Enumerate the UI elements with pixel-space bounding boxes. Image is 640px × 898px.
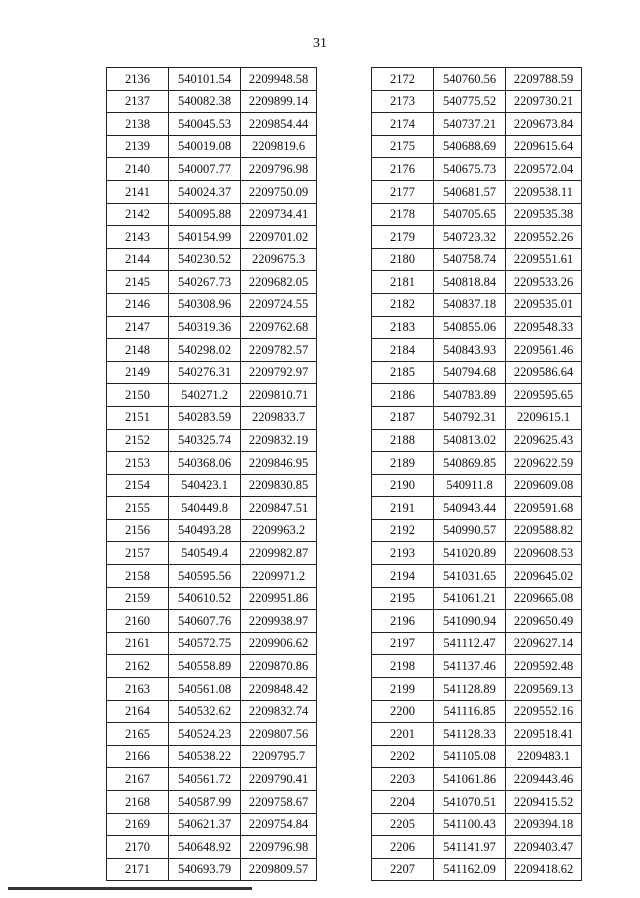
point-number-cell: 2175 [372,135,434,158]
table-row [107,745,317,768]
table-row [107,723,317,746]
y-coordinate-cell: 2209846.95 [241,452,317,475]
table-row [107,858,317,881]
y-coordinate-cell: 2209848.42 [241,678,317,701]
y-coordinate-cell: 2209870.86 [241,655,317,678]
y-coordinate-cell: 2209675.3 [241,248,317,271]
x-coordinate-cell: 540449.8 [169,497,241,520]
y-coordinate-cell: 2209833.7 [241,406,317,429]
point-number-cell: 2199 [372,678,434,701]
point-number-cell: 2189 [372,452,434,475]
table-row [372,678,582,701]
point-number-cell: 2168 [107,791,169,814]
point-number-cell: 2195 [372,587,434,610]
table-row [372,361,582,384]
point-number-cell: 2203 [372,768,434,791]
table-row [372,406,582,429]
table-row [372,135,582,158]
point-number-cell: 2160 [107,610,169,633]
point-number-cell: 2197 [372,632,434,655]
table-row [107,836,317,859]
x-coordinate-cell: 540648.92 [169,836,241,859]
table-row [372,587,582,610]
x-coordinate-cell: 540271.2 [169,384,241,407]
table-row [372,791,582,814]
point-number-cell: 2166 [107,745,169,768]
y-coordinate-cell: 2209394.18 [506,813,582,836]
y-coordinate-cell: 2209561.46 [506,339,582,362]
x-coordinate-cell: 540549.4 [169,542,241,565]
y-coordinate-cell: 2209906.62 [241,632,317,655]
point-number-cell: 2176 [372,158,434,181]
table-row [372,542,582,565]
x-coordinate-cell: 541137.46 [434,655,506,678]
x-coordinate-cell: 540325.74 [169,429,241,452]
table-row [372,632,582,655]
x-coordinate-cell: 540869.85 [434,452,506,475]
y-coordinate-cell: 2209792.97 [241,361,317,384]
y-coordinate-cell: 2209615.1 [506,406,582,429]
y-coordinate-cell: 2209533.26 [506,271,582,294]
x-coordinate-cell: 540493.28 [169,519,241,542]
table-row [107,113,317,136]
point-number-cell: 2159 [107,587,169,610]
y-coordinate-cell: 2209551.61 [506,248,582,271]
x-coordinate-cell: 541090.94 [434,610,506,633]
y-coordinate-cell: 2209483.1 [506,745,582,768]
x-coordinate-cell: 540990.57 [434,519,506,542]
y-coordinate-cell: 2209807.56 [241,723,317,746]
point-number-cell: 2142 [107,203,169,226]
point-number-cell: 2172 [372,68,434,91]
y-coordinate-cell: 2209625.43 [506,429,582,452]
x-coordinate-cell: 540019.08 [169,135,241,158]
y-coordinate-cell: 2209832.19 [241,429,317,452]
table-row [107,158,317,181]
point-number-cell: 2145 [107,271,169,294]
x-coordinate-cell: 540792.31 [434,406,506,429]
y-coordinate-cell: 2209415.52 [506,791,582,814]
table-row [107,700,317,723]
table-row [372,723,582,746]
x-coordinate-cell: 540855.06 [434,316,506,339]
x-coordinate-cell: 540818.84 [434,271,506,294]
y-coordinate-cell: 2209627.14 [506,632,582,655]
x-coordinate-cell: 540760.56 [434,68,506,91]
point-number-cell: 2165 [107,723,169,746]
table-row [372,565,582,588]
point-number-cell: 2206 [372,836,434,859]
x-coordinate-cell: 540524.23 [169,723,241,746]
table-row [372,429,582,452]
table-row [107,768,317,791]
x-coordinate-cell: 540911.8 [434,474,506,497]
point-number-cell: 2171 [107,858,169,881]
point-number-cell: 2202 [372,745,434,768]
point-number-cell: 2174 [372,113,434,136]
x-coordinate-cell: 540758.74 [434,248,506,271]
table-row [107,316,317,339]
x-coordinate-cell: 540587.99 [169,791,241,814]
table-row [372,452,582,475]
table-row [372,158,582,181]
page-number: 31 [313,36,327,51]
y-coordinate-cell: 2209665.08 [506,587,582,610]
point-number-cell: 2173 [372,90,434,113]
y-coordinate-cell: 2209762.68 [241,316,317,339]
y-coordinate-cell: 2209701.02 [241,226,317,249]
table-row [372,497,582,520]
point-number-cell: 2148 [107,339,169,362]
table-row [372,68,582,91]
y-coordinate-cell: 2209572.04 [506,158,582,181]
y-coordinate-cell: 2209535.01 [506,293,582,316]
y-coordinate-cell: 2209758.67 [241,791,317,814]
x-coordinate-cell: 540101.54 [169,68,241,91]
point-number-cell: 2138 [107,113,169,136]
table-row [107,180,317,203]
table-row [107,497,317,520]
x-coordinate-cell: 540675.73 [434,158,506,181]
y-coordinate-cell: 2209645.02 [506,565,582,588]
y-coordinate-cell: 2209809.57 [241,858,317,881]
point-number-cell: 2162 [107,655,169,678]
point-number-cell: 2152 [107,429,169,452]
point-number-cell: 2192 [372,519,434,542]
point-number-cell: 2143 [107,226,169,249]
point-number-cell: 2186 [372,384,434,407]
y-coordinate-cell: 2209754.84 [241,813,317,836]
y-coordinate-cell: 2209535.38 [506,203,582,226]
y-coordinate-cell: 2209734.41 [241,203,317,226]
y-coordinate-cell: 2209832.74 [241,700,317,723]
table-row [372,519,582,542]
table-row [372,474,582,497]
point-number-cell: 2201 [372,723,434,746]
table-row [107,361,317,384]
x-coordinate-cell: 540943.44 [434,497,506,520]
point-number-cell: 2170 [107,836,169,859]
table-row [107,339,317,362]
y-coordinate-cell: 2209948.58 [241,68,317,91]
x-coordinate-cell: 540561.08 [169,678,241,701]
y-coordinate-cell: 2209796.98 [241,836,317,859]
table-row [372,316,582,339]
point-number-cell: 2158 [107,565,169,588]
point-number-cell: 2163 [107,678,169,701]
table-row [107,587,317,610]
y-coordinate-cell: 2209795.7 [241,745,317,768]
point-number-cell: 2183 [372,316,434,339]
x-coordinate-cell: 540308.96 [169,293,241,316]
table-row [107,678,317,701]
y-coordinate-cell: 2209595.65 [506,384,582,407]
table-row [372,226,582,249]
y-coordinate-cell: 2209569.13 [506,678,582,701]
x-coordinate-cell: 541061.86 [434,768,506,791]
y-coordinate-cell: 2209724.55 [241,293,317,316]
point-number-cell: 2178 [372,203,434,226]
point-number-cell: 2191 [372,497,434,520]
x-coordinate-cell: 540813.02 [434,429,506,452]
x-coordinate-cell: 540705.65 [434,203,506,226]
point-number-cell: 2167 [107,768,169,791]
table-body-right [372,68,582,881]
point-number-cell: 2196 [372,610,434,633]
x-coordinate-cell: 540024.37 [169,180,241,203]
point-number-cell: 2185 [372,361,434,384]
y-coordinate-cell: 2209819.6 [241,135,317,158]
x-coordinate-cell: 540007.77 [169,158,241,181]
point-number-cell: 2182 [372,293,434,316]
point-number-cell: 2184 [372,339,434,362]
table-row [372,745,582,768]
x-coordinate-cell: 540154.99 [169,226,241,249]
y-coordinate-cell: 2209750.09 [241,180,317,203]
point-number-cell: 2169 [107,813,169,836]
y-coordinate-cell: 2209963.2 [241,519,317,542]
point-number-cell: 2198 [372,655,434,678]
y-coordinate-cell: 2209790.41 [241,768,317,791]
point-number-cell: 2144 [107,248,169,271]
point-number-cell: 2146 [107,293,169,316]
x-coordinate-cell: 540595.56 [169,565,241,588]
y-coordinate-cell: 2209971.2 [241,565,317,588]
x-coordinate-cell: 541112.47 [434,632,506,655]
y-coordinate-cell: 2209650.49 [506,610,582,633]
point-number-cell: 2187 [372,406,434,429]
table-row [107,226,317,249]
y-coordinate-cell: 2209673.84 [506,113,582,136]
x-coordinate-cell: 541020.89 [434,542,506,565]
point-number-cell: 2207 [372,858,434,881]
y-coordinate-cell: 2209622.59 [506,452,582,475]
x-coordinate-cell: 541162.09 [434,858,506,881]
table-row [372,203,582,226]
table-row [372,858,582,881]
table-row [107,813,317,836]
point-number-cell: 2153 [107,452,169,475]
table-row [107,384,317,407]
table-row [372,113,582,136]
y-coordinate-cell: 2209443.46 [506,768,582,791]
point-number-cell: 2141 [107,180,169,203]
y-coordinate-cell: 2209938.97 [241,610,317,633]
x-coordinate-cell: 540775.52 [434,90,506,113]
table-row [107,655,317,678]
x-coordinate-cell: 540723.32 [434,226,506,249]
x-coordinate-cell: 541141.97 [434,836,506,859]
x-coordinate-cell: 541105.08 [434,745,506,768]
x-coordinate-cell: 541100.43 [434,813,506,836]
table-body-left [107,68,317,881]
table-row [107,519,317,542]
table-row [107,248,317,271]
x-coordinate-cell: 541061.21 [434,587,506,610]
y-coordinate-cell: 2209796.98 [241,158,317,181]
y-coordinate-cell: 2209518.41 [506,723,582,746]
point-number-cell: 2193 [372,542,434,565]
y-coordinate-cell: 2209982.87 [241,542,317,565]
point-number-cell: 2179 [372,226,434,249]
point-number-cell: 2156 [107,519,169,542]
y-coordinate-cell: 2209608.53 [506,542,582,565]
x-coordinate-cell: 540837.18 [434,293,506,316]
x-coordinate-cell: 540283.59 [169,406,241,429]
x-coordinate-cell: 540095.88 [169,203,241,226]
point-number-cell: 2204 [372,791,434,814]
x-coordinate-cell: 540538.22 [169,745,241,768]
table-row [372,271,582,294]
x-coordinate-cell: 540794.68 [434,361,506,384]
x-coordinate-cell: 540681.57 [434,180,506,203]
point-number-cell: 2154 [107,474,169,497]
x-coordinate-cell: 540532.62 [169,700,241,723]
x-coordinate-cell: 540045.53 [169,113,241,136]
table-row [107,452,317,475]
y-coordinate-cell: 2209609.08 [506,474,582,497]
x-coordinate-cell: 540298.02 [169,339,241,362]
table-row [372,180,582,203]
point-number-cell: 2157 [107,542,169,565]
table-row [107,565,317,588]
table-row [107,791,317,814]
x-coordinate-cell: 540319.36 [169,316,241,339]
y-coordinate-cell: 2209615.64 [506,135,582,158]
y-coordinate-cell: 2209403.47 [506,836,582,859]
y-coordinate-cell: 2209854.44 [241,113,317,136]
point-number-cell: 2190 [372,474,434,497]
table-row [107,474,317,497]
point-number-cell: 2155 [107,497,169,520]
x-coordinate-cell: 540688.69 [434,135,506,158]
x-coordinate-cell: 541128.33 [434,723,506,746]
point-number-cell: 2137 [107,90,169,113]
x-coordinate-cell: 540621.37 [169,813,241,836]
x-coordinate-cell: 540368.06 [169,452,241,475]
y-coordinate-cell: 2209418.62 [506,858,582,881]
table-row [107,610,317,633]
x-coordinate-cell: 540843.93 [434,339,506,362]
y-coordinate-cell: 2209586.64 [506,361,582,384]
table-row [372,813,582,836]
table-row [372,655,582,678]
point-number-cell: 2194 [372,565,434,588]
table-row [107,271,317,294]
point-number-cell: 2139 [107,135,169,158]
point-number-cell: 2181 [372,271,434,294]
y-coordinate-cell: 2209548.33 [506,316,582,339]
point-number-cell: 2205 [372,813,434,836]
y-coordinate-cell: 2209591.68 [506,497,582,520]
point-number-cell: 2151 [107,406,169,429]
y-coordinate-cell: 2209830.85 [241,474,317,497]
x-coordinate-cell: 540607.76 [169,610,241,633]
table-row [372,339,582,362]
x-coordinate-cell: 541128.89 [434,678,506,701]
table-row [107,429,317,452]
coordinates-table-left [106,67,317,881]
table-row [107,406,317,429]
table-row [107,632,317,655]
table-row [372,90,582,113]
table-row [372,700,582,723]
footer-rule [8,887,252,890]
x-coordinate-cell: 541116.85 [434,700,506,723]
x-coordinate-cell: 540572.75 [169,632,241,655]
y-coordinate-cell: 2209810.71 [241,384,317,407]
y-coordinate-cell: 2209730.21 [506,90,582,113]
y-coordinate-cell: 2209588.82 [506,519,582,542]
x-coordinate-cell: 541031.65 [434,565,506,588]
y-coordinate-cell: 2209682.05 [241,271,317,294]
y-coordinate-cell: 2209552.16 [506,700,582,723]
point-number-cell: 2150 [107,384,169,407]
point-number-cell: 2188 [372,429,434,452]
point-number-cell: 2136 [107,68,169,91]
x-coordinate-cell: 540276.31 [169,361,241,384]
table-row [107,203,317,226]
x-coordinate-cell: 540737.21 [434,113,506,136]
y-coordinate-cell: 2209552.26 [506,226,582,249]
point-number-cell: 2147 [107,316,169,339]
x-coordinate-cell: 540561.72 [169,768,241,791]
table-row [107,542,317,565]
x-coordinate-cell: 540082.38 [169,90,241,113]
point-number-cell: 2140 [107,158,169,181]
y-coordinate-cell: 2209847.51 [241,497,317,520]
point-number-cell: 2149 [107,361,169,384]
y-coordinate-cell: 2209899.14 [241,90,317,113]
x-coordinate-cell: 540230.52 [169,248,241,271]
point-number-cell: 2164 [107,700,169,723]
table-row [107,293,317,316]
point-number-cell: 2177 [372,180,434,203]
point-number-cell: 2180 [372,248,434,271]
y-coordinate-cell: 2209951.86 [241,587,317,610]
y-coordinate-cell: 2209788.59 [506,68,582,91]
x-coordinate-cell: 540267.73 [169,271,241,294]
point-number-cell: 2161 [107,632,169,655]
x-coordinate-cell: 540610.52 [169,587,241,610]
x-coordinate-cell: 540783.89 [434,384,506,407]
y-coordinate-cell: 2209592.48 [506,655,582,678]
table-row [107,68,317,91]
coordinates-table-right [371,67,582,881]
point-number-cell: 2200 [372,700,434,723]
x-coordinate-cell: 540423.1 [169,474,241,497]
x-coordinate-cell: 541070.51 [434,791,506,814]
table-row [372,293,582,316]
table-row [372,610,582,633]
y-coordinate-cell: 2209782.57 [241,339,317,362]
table-row [372,836,582,859]
y-coordinate-cell: 2209538.11 [506,180,582,203]
table-row [372,768,582,791]
x-coordinate-cell: 540693.79 [169,858,241,881]
table-row [372,248,582,271]
table-row [107,90,317,113]
table-row [107,135,317,158]
x-coordinate-cell: 540558.89 [169,655,241,678]
table-row [372,384,582,407]
